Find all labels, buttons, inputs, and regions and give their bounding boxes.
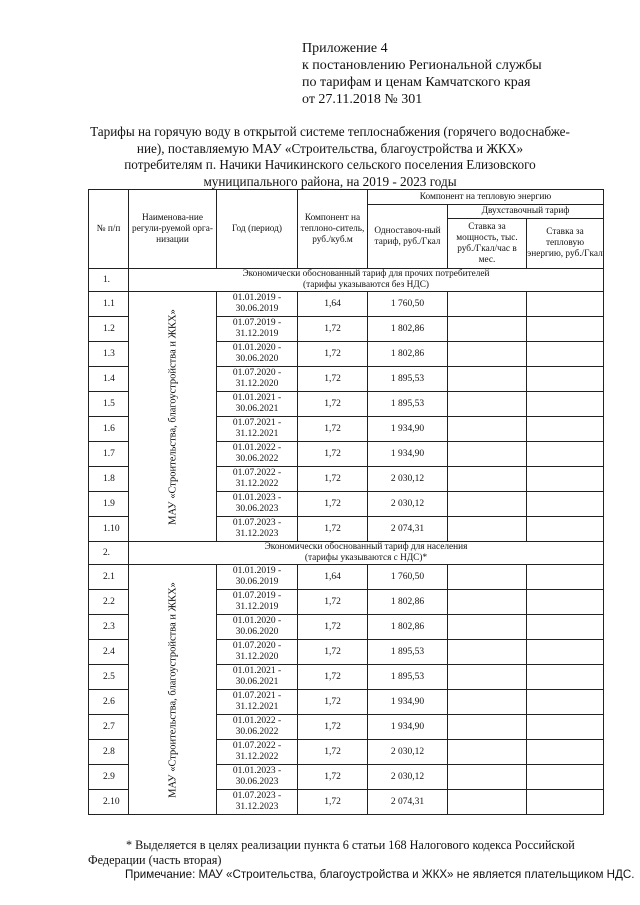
capacity-rate-value (448, 790, 527, 815)
period-cell (217, 590, 298, 615)
single-rate-value: 1 760,50 (368, 565, 448, 590)
period-from: 01.01.2020 - (232, 616, 282, 626)
section-row (89, 269, 604, 292)
single-rate-value: 1 895,53 (368, 640, 448, 665)
row-number: 2.6 (89, 690, 129, 715)
capacity-rate-value (448, 517, 527, 542)
water-component-value: 1,72 (298, 690, 368, 715)
period-cell (217, 565, 298, 590)
footnote (88, 838, 618, 868)
energy-rate-value (527, 392, 604, 417)
single-rate-value: 1 934,90 (368, 715, 448, 740)
capacity-rate-value (448, 492, 527, 517)
appendix-line: к постановлению Региональной службы (302, 58, 542, 73)
energy-rate-value (527, 740, 604, 765)
water-component-value: 1,72 (298, 517, 368, 542)
water-component-value: 1,72 (298, 417, 368, 442)
period-cell (217, 790, 298, 815)
period-to: 31.12.2019 (235, 329, 279, 339)
period-cell (217, 317, 298, 342)
period-cell (217, 392, 298, 417)
row-number: 1.3 (89, 342, 129, 367)
water-component-value: 1,72 (298, 317, 368, 342)
period-cell (217, 665, 298, 690)
period-from: 01.07.2023 - (232, 791, 282, 801)
energy-rate-value (527, 665, 604, 690)
period-to: 30.06.2022 (235, 727, 279, 737)
period-to: 31.12.2021 (235, 429, 279, 439)
row-number: 2.1 (89, 565, 129, 590)
energy-rate-value (527, 442, 604, 467)
period-cell (217, 342, 298, 367)
row-number: 1.7 (89, 442, 129, 467)
water-component-value: 1,72 (298, 392, 368, 417)
single-rate-value: 2 030,12 (368, 492, 448, 517)
capacity-rate-value (448, 640, 527, 665)
row-number: 2.4 (89, 640, 129, 665)
title-line: ние), поставляемую МАУ «Строительства, благоустройства и ЖКХ» (136, 140, 524, 156)
period-from: 01.07.2020 - (232, 368, 282, 378)
water-component-value: 1,72 (298, 715, 368, 740)
single-rate-value: 1 802,86 (368, 342, 448, 367)
period-from: 01.01.2020 - (232, 343, 282, 353)
capacity-rate-value (448, 317, 527, 342)
row-number: 1.9 (89, 492, 129, 517)
single-rate-value: 2 030,12 (368, 740, 448, 765)
row-number: 2.5 (89, 665, 129, 690)
water-component-value: 1,72 (298, 590, 368, 615)
organization-name: МАУ «Строительства, благоустройства и ЖКХ» (167, 308, 178, 525)
capacity-rate-value (448, 417, 527, 442)
appendix-line: по тарифам и ценам Камчатского края (302, 75, 531, 90)
section-title (129, 269, 604, 292)
capacity-rate-value (448, 765, 527, 790)
period-to: 30.06.2019 (235, 577, 279, 587)
header-period: Год (период) (217, 190, 298, 269)
period-cell (217, 442, 298, 467)
energy-rate-value (527, 342, 604, 367)
row-number: 2.7 (89, 715, 129, 740)
energy-rate-value (527, 517, 604, 542)
period-to: 30.06.2021 (235, 677, 279, 687)
section-title-line: (тарифы указываются с НДС)* (304, 553, 428, 563)
title-line: потребителям п. Начики Начикинского сельского поселения Елизовского (124, 157, 536, 172)
energy-rate-value (527, 565, 604, 590)
single-rate-value: 2 074,31 (368, 790, 448, 815)
period-cell (217, 690, 298, 715)
period-to: 31.12.2019 (235, 602, 279, 612)
header-num: № п/п (89, 190, 129, 269)
period-from: 01.07.2021 - (232, 691, 282, 701)
period-from: 01.07.2022 - (232, 741, 282, 751)
document-title (40, 124, 620, 190)
water-component-value: 1,72 (298, 467, 368, 492)
period-to: 30.06.2023 (235, 777, 279, 787)
energy-rate-value (527, 640, 604, 665)
period-to: 30.06.2021 (235, 404, 279, 414)
energy-rate-value (527, 417, 604, 442)
energy-rate-value (527, 715, 604, 740)
water-component-value: 1,72 (298, 740, 368, 765)
period-from: 01.07.2020 - (232, 641, 282, 651)
period-to: 30.06.2020 (235, 627, 279, 637)
period-cell (217, 740, 298, 765)
single-rate-value: 1 895,53 (368, 392, 448, 417)
capacity-rate-value (448, 442, 527, 467)
period-to: 31.12.2022 (235, 752, 279, 762)
period-from: 01.07.2019 - (232, 591, 282, 601)
period-cell (217, 765, 298, 790)
section-row (89, 542, 604, 565)
energy-rate-value (527, 590, 604, 615)
single-rate-value: 1 760,50 (368, 292, 448, 317)
tariff-table (88, 189, 604, 815)
period-from: 01.01.2022 - (232, 443, 282, 453)
period-to: 30.06.2022 (235, 454, 279, 464)
period-to: 30.06.2020 (235, 354, 279, 364)
section-title-line: Экономически обоснованный тариф для прочих потребителей (242, 269, 490, 279)
period-from: 01.01.2021 - (232, 666, 282, 676)
header-water-component: Компонент на теплоно-ситель, руб./куб.м (298, 190, 368, 269)
period-to: 30.06.2019 (235, 304, 279, 314)
single-rate-value: 1 934,90 (368, 690, 448, 715)
period-from: 01.01.2019 - (232, 566, 282, 576)
section-title-line: (тарифы указываются без НДС) (303, 280, 430, 290)
row-number: 2.8 (89, 740, 129, 765)
row-number: 1.8 (89, 467, 129, 492)
capacity-rate-value (448, 715, 527, 740)
single-rate-value: 1 802,86 (368, 317, 448, 342)
water-component-value: 1,64 (298, 292, 368, 317)
water-component-value: 1,64 (298, 565, 368, 590)
header-org: Наименова-ние регули-руемой орга-низации (129, 190, 217, 269)
capacity-rate-value (448, 392, 527, 417)
period-cell (217, 640, 298, 665)
single-rate-value: 1 934,90 (368, 442, 448, 467)
single-rate-value: 1 802,86 (368, 590, 448, 615)
organization-cell (129, 565, 217, 815)
period-cell (217, 492, 298, 517)
header-single-rate: Одноставоч-ный тариф, руб./Гкал (368, 205, 448, 269)
title-line: муниципального района, на 2019 - 2023 годы (203, 173, 457, 189)
period-cell (217, 615, 298, 640)
capacity-rate-value (448, 590, 527, 615)
footnote-line: Федерации (часть вторая) (88, 853, 222, 867)
capacity-rate-value (448, 665, 527, 690)
period-from: 01.07.2019 - (232, 318, 282, 328)
energy-rate-value (527, 790, 604, 815)
capacity-rate-value (448, 467, 527, 492)
period-cell (217, 417, 298, 442)
energy-rate-value (527, 492, 604, 517)
energy-rate-value (527, 292, 604, 317)
period-from: 01.01.2023 - (232, 493, 282, 503)
appendix-line: Приложение 4 (302, 41, 388, 56)
period-from: 01.07.2023 - (232, 518, 282, 528)
title-line: Тарифы на горячую воду в открытой системе теплоснабжения (горячего водоснабже- (90, 124, 570, 139)
capacity-rate-value (448, 565, 527, 590)
water-component-value: 1,72 (298, 342, 368, 367)
single-rate-value: 1 895,53 (368, 367, 448, 392)
single-rate-value: 1 802,86 (368, 615, 448, 640)
table-row (89, 292, 604, 317)
row-number: 2.10 (89, 790, 129, 815)
energy-rate-value (527, 367, 604, 392)
water-component-value: 1,72 (298, 665, 368, 690)
vat-note: Примечание: МАУ «Строительства, благоустройства и ЖКХ» не является плательщиком НДС. (125, 868, 635, 881)
row-number: 2.9 (89, 765, 129, 790)
water-component-value: 1,72 (298, 442, 368, 467)
row-number: 2.3 (89, 615, 129, 640)
single-rate-value: 1 895,53 (368, 665, 448, 690)
section-number: 2. (89, 542, 129, 565)
row-number: 1.6 (89, 417, 129, 442)
period-from: 01.01.2019 - (232, 293, 282, 303)
section-title-line: Экономически обоснованный тариф для населения (264, 542, 468, 552)
capacity-rate-value (448, 342, 527, 367)
period-to: 31.12.2023 (235, 529, 279, 539)
period-cell (217, 367, 298, 392)
capacity-rate-value (448, 292, 527, 317)
period-cell (217, 292, 298, 317)
row-number: 1.10 (89, 517, 129, 542)
energy-rate-value (527, 467, 604, 492)
period-cell (217, 517, 298, 542)
appendix-line: от 27.11.2018 № 301 (302, 92, 423, 107)
table-row (89, 565, 604, 590)
period-from: 01.01.2022 - (232, 716, 282, 726)
capacity-rate-value (448, 740, 527, 765)
row-number: 1.5 (89, 392, 129, 417)
capacity-rate-value (448, 690, 527, 715)
organization-cell (129, 292, 217, 542)
period-to: 31.12.2022 (235, 479, 279, 489)
organization-name: МАУ «Строительства, благоустройства и ЖКХ» (167, 581, 178, 798)
single-rate-value: 2 074,31 (368, 517, 448, 542)
energy-rate-value (527, 317, 604, 342)
water-component-value: 1,72 (298, 615, 368, 640)
footnote-line: * Выделяется в целях реализации пункта 6 статьи 168 Налогового кодекса Российской (126, 838, 575, 852)
header-energy-rate: Ставка за тепловую энергию, руб./Гкал (527, 219, 604, 269)
appendix-reference (302, 40, 632, 108)
single-rate-value: 2 030,12 (368, 467, 448, 492)
row-number: 1.4 (89, 367, 129, 392)
energy-rate-value (527, 690, 604, 715)
capacity-rate-value (448, 367, 527, 392)
period-to: 31.12.2020 (235, 652, 279, 662)
water-component-value: 1,72 (298, 492, 368, 517)
period-to: 31.12.2023 (235, 802, 279, 812)
period-cell (217, 467, 298, 492)
row-number: 1.2 (89, 317, 129, 342)
period-to: 31.12.2021 (235, 702, 279, 712)
water-component-value: 1,72 (298, 790, 368, 815)
energy-rate-value (527, 615, 604, 640)
row-number: 1.1 (89, 292, 129, 317)
period-from: 01.01.2023 - (232, 766, 282, 776)
period-to: 30.06.2023 (235, 504, 279, 514)
header-two-part-rate: Двухставочный тариф (448, 205, 604, 219)
section-title (129, 542, 604, 565)
single-rate-value: 2 030,12 (368, 765, 448, 790)
row-number: 2.2 (89, 590, 129, 615)
single-rate-value: 1 934,90 (368, 417, 448, 442)
header-capacity-rate: Ставка за мощность, тыс. руб./Гкал/час в мес. (448, 219, 527, 269)
period-from: 01.01.2021 - (232, 393, 282, 403)
period-from: 01.07.2022 - (232, 468, 282, 478)
period-cell (217, 715, 298, 740)
water-component-value: 1,72 (298, 765, 368, 790)
header-energy-component: Компонент на тепловую энергию (368, 190, 604, 205)
capacity-rate-value (448, 615, 527, 640)
period-to: 31.12.2020 (235, 379, 279, 389)
water-component-value: 1,72 (298, 367, 368, 392)
water-component-value: 1,72 (298, 640, 368, 665)
section-number: 1. (89, 269, 129, 292)
period-from: 01.07.2021 - (232, 418, 282, 428)
energy-rate-value (527, 765, 604, 790)
